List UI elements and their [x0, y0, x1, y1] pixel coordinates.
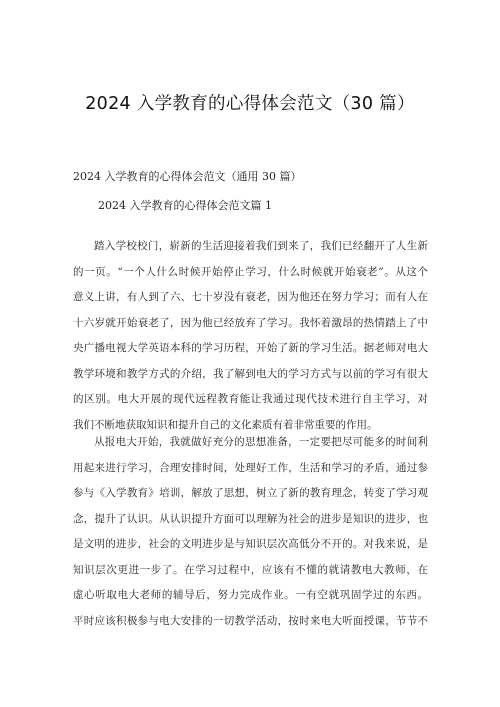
section-heading: 2024 入学教育的心得体会范文篇 1	[98, 199, 272, 212]
paragraph-line: 央广播电视大学英语本科的学习历程，开始了新的学习生活。据老师对电大	[73, 342, 428, 354]
paragraph-line: 从报电大开始，我就做好充分的思想准备，一定要把尽可能多的时间利	[94, 436, 428, 448]
paragraph-line: 平时应该积极参与电大安排的一切教学活动，按时来电大听面授课，节节不	[73, 614, 428, 627]
paragraph-line: 踏入学校校门，崭新的生活迎接着我们到来了，我们已经翻开了人生新	[94, 240, 428, 252]
paragraph-line: 的一页。“一个人什么时候开始停止学习，什么时候就开始衰老”。从这个	[73, 265, 428, 278]
paragraph-line: 的区别。电大开展的现代远程教育能让我通过现代技术进行自主学习，对	[73, 393, 428, 405]
document-title: 2024 入学教育的心得体会范文（30 篇）	[85, 94, 415, 114]
paragraph-line: 参与《入学教育》培训，解放了思想，树立了新的教育理念，转变了学习观	[73, 487, 428, 499]
paragraph-line: 用起来进行学习，合理安排时间，处理好工作，生活和学习的矛盾，通过参	[73, 461, 428, 474]
paragraph-line: 教学环境和教学方式的介绍，我了解到电大的学习方式与以前的学习有很大	[73, 367, 428, 380]
paragraph-line: 虚心听取电大老师的辅导后，努力完成作业。一有空就巩固学过的东西。	[73, 589, 428, 601]
paragraph-line: 十六岁就开始衰老了，因为他已经放弃了学习。我怀着激昂的热情踏上了中	[73, 316, 428, 329]
paragraph-line: 知识层次更进一步了。在学习过程中，应该有不懂的就请教电大教师，在	[73, 563, 428, 576]
paragraph-line: 念，提升了认识。从认识提升方面可以理解为社会的进步是知识的进步，也	[73, 512, 428, 525]
paragraph-2	[73, 430, 428, 634]
document-subtitle: 2024 入学教育的心得体会范文（通用 30 篇）	[73, 170, 302, 183]
paragraph-line: 是文明的进步，社会的文明进步是与知识层次高低分不开的。对我来说，是	[73, 538, 428, 550]
paragraph-line: 我们不断地获取知识和提升自己的文化素质有着非常重要的作用。	[73, 418, 378, 431]
paragraph-line: 意义上讲，有人到了六、七十岁没有衰老，因为他还在努力学习；而有人在	[73, 291, 428, 303]
paragraph-1	[73, 234, 428, 438]
